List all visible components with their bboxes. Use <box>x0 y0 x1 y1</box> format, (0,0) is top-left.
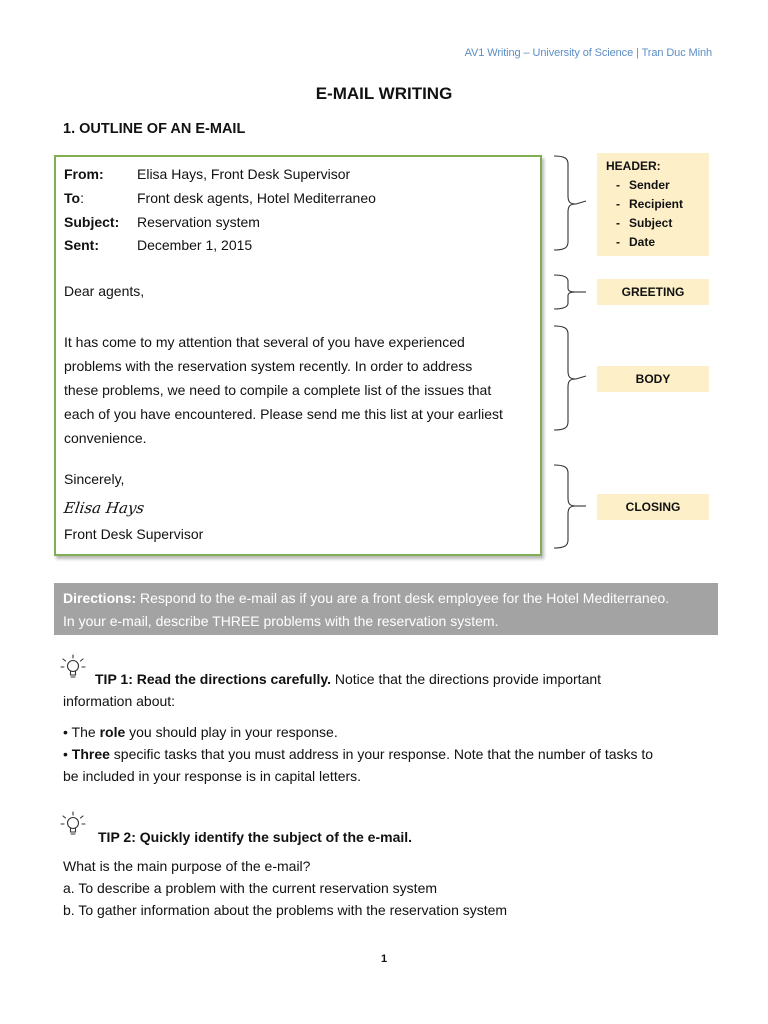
email-example-box <box>54 155 542 556</box>
lightbulb-icon <box>59 653 87 683</box>
email-body-line: It has come to my attention that several of you have experienced <box>64 334 465 350</box>
body-label-box: BODY <box>597 366 709 392</box>
email-closing: Sincerely, <box>64 471 125 487</box>
header-item: - Date <box>616 235 656 249</box>
header-label-title: HEADER: <box>606 159 661 173</box>
page-number: 1 <box>380 953 388 965</box>
tip1-heading: TIP 1: Read the directions carefully. Notice that the directions provide important <box>95 671 602 687</box>
header-label-box <box>597 153 709 256</box>
subject-label: Subject: <box>64 214 120 230</box>
to-label: To: <box>64 190 84 206</box>
from-label: From: <box>64 166 104 182</box>
email-body-line: each of you have encountered. Please send me this list at your earliest <box>64 406 503 422</box>
tip2-heading: TIP 2: Quickly identify the subject of the e-mail. <box>98 829 413 845</box>
tip1-bullet-three: • Three specific tasks that you must address in your response. Note that the number of tasks to <box>63 746 654 762</box>
header-item: - Sender <box>616 178 670 192</box>
tip1-text-cont: information about: <box>63 693 176 709</box>
email-body-line: problems with the reservation system recently. In order to address <box>64 358 473 374</box>
directions-text: Respond to the e-mail as if you are a front desk employee for the Hotel Mediterraneo. <box>136 590 670 606</box>
lightbulb-icon <box>59 810 87 840</box>
brace-icon <box>548 150 598 560</box>
body-brace-icon <box>554 326 576 430</box>
email-signature: Elisa Hays <box>62 499 146 517</box>
directions-label: Directions: <box>63 590 137 606</box>
email-body-line: these problems, we need to compile a complete list of the issues that <box>64 382 492 398</box>
sent-value: December 1, 2015 <box>137 237 253 253</box>
running-header: AV1 Writing – University of Science | Tran Duc Minh <box>464 47 712 59</box>
to-value: Front desk agents, Hotel Mediterraneo <box>137 190 376 206</box>
closing-label-box: CLOSING <box>597 494 709 520</box>
email-greeting: Dear agents, <box>64 283 145 299</box>
directions-box <box>54 583 718 635</box>
email-body <box>64 330 534 450</box>
header-brace-icon <box>554 156 576 250</box>
document-title: E-MAIL WRITING <box>315 84 453 103</box>
subject-value: Reservation system <box>137 214 260 230</box>
tip1-bullet-three-cont: be included in your response is in capital letters. <box>63 768 362 784</box>
greeting-label-box: GREETING <box>597 279 709 305</box>
closing-brace-icon <box>554 465 576 548</box>
tip2-option-a: a. To describe a problem with the current reservation system <box>63 880 438 896</box>
greeting-brace-icon <box>554 275 576 309</box>
tip1-bullet-role: • The role you should play in your response. <box>63 724 338 740</box>
from-value: Elisa Hays, Front Desk Supervisor <box>137 166 351 182</box>
tip2-option-b: b. To gather information about the problems with the reservation system <box>63 902 508 918</box>
tip2-question: What is the main purpose of the e-mail? <box>63 858 311 874</box>
email-body-line: convenience. <box>64 430 147 446</box>
header-item: - Subject <box>616 216 673 230</box>
email-sign-title: Front Desk Supervisor <box>64 526 204 542</box>
header-item: - Recipient <box>616 197 684 211</box>
section-title: 1. OUTLINE OF AN E-MAIL <box>63 121 246 137</box>
sent-label: Sent: <box>64 237 99 253</box>
directions-text-cont: In your e-mail, describe THREE problems with the reservation system. <box>63 613 499 629</box>
